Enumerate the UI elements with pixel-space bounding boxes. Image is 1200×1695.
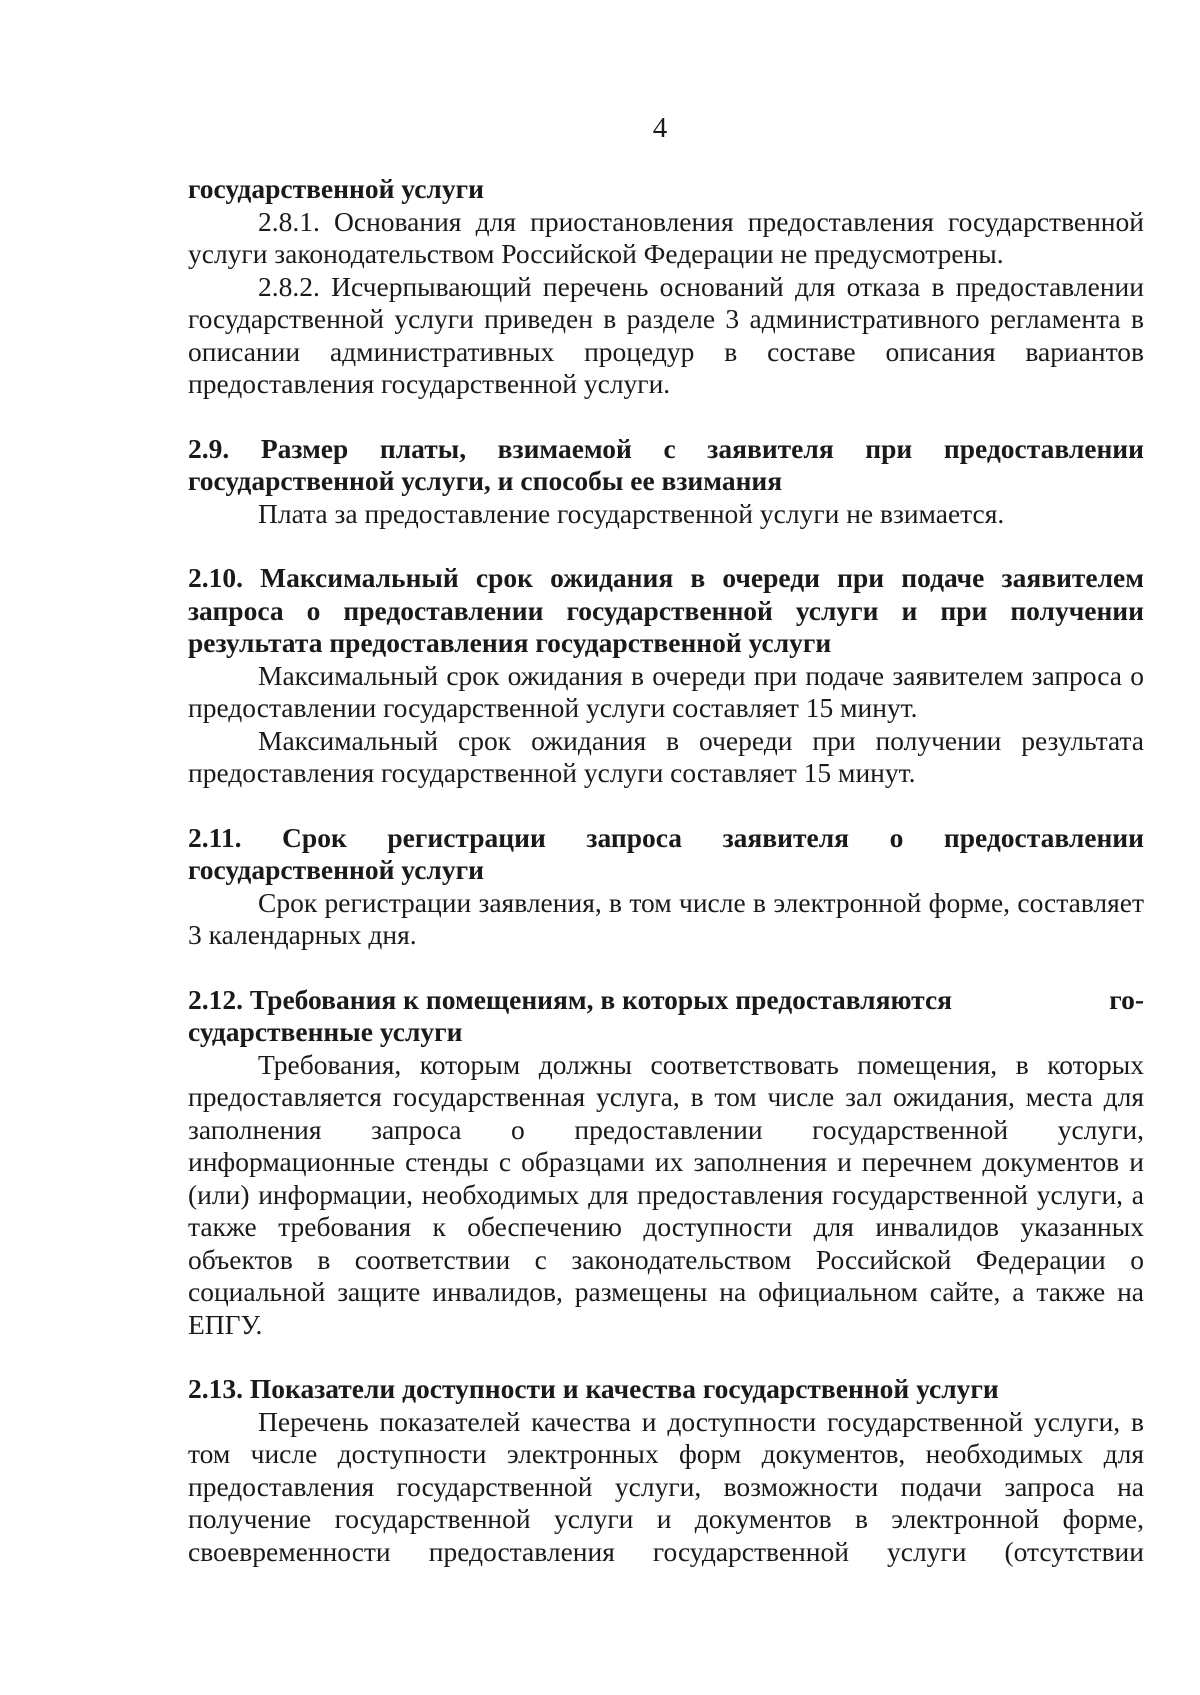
- paragraph-2-11: Срок регистрации заявления, в том числе в электронной форме, составляет 3 календарных дня.: [188, 886, 1144, 950]
- spacer: [188, 790, 1144, 822]
- spacer: [188, 1341, 1144, 1373]
- section-heading-2-13: 2.13. Показатели доступности и качества государственной услуги: [188, 1373, 999, 1404]
- spacer: [188, 530, 1144, 562]
- paragraph-2-10-1: Максимальный срок ожидания в очереди при подаче заявителем запроса о предоставлении государственной услуги составляет 15 минут.: [188, 659, 1144, 723]
- paragraph-2-10-2: Максимальный срок ожидания в очереди при получении результата предоставления государственной услуги составляет 15 минут.: [188, 724, 1144, 788]
- section-heading-2-9: 2.9. Размер платы, взимаемой с заявителя при предоставлении государственной услуги, и способы ее взимания: [188, 432, 1144, 496]
- spacer: [188, 401, 1144, 433]
- section-heading-2-12: [188, 984, 1144, 1017]
- section-heading-2-12-right: го-: [1109, 983, 1144, 1015]
- paragraph-2-9: Плата за предоставление государственной услуги не взимается.: [258, 497, 1005, 529]
- spacer: [188, 952, 1144, 984]
- page-number: 4: [652, 112, 668, 144]
- paragraph-2-8-2: 2.8.2. Исчерпывающий перечень оснований для отказа в предоставлении государственной услуги приведен в разделе 3 административного регламента в описании административных процедур в составе описания вариантов предоставления государственной услуги.: [188, 270, 1144, 399]
- paragraph-2-8-1: 2.8.1. Основания для приостановления предоставления государственной услуги законодательством Российской Федерации не предусмотрены.: [188, 205, 1144, 269]
- paragraph-2-12: Требования, которым должны соответствовать помещения, в которых предоставляется государственная услуга, в том числе зал ожидания, места для заполнения запроса о предоставлении государственной услуги, информационные стенды с образцами их заполнения и перечнем документов и (или) информации, необходимых для предоставления государственной услуги, а также требования к обеспечению доступности для инвалидов указанных объектов в соответствии с законодательством Российской Федерации о социальной защите инвалидов, размещены на официальном сайте, а также на ЕПГУ.: [188, 1048, 1144, 1340]
- section-heading-2-11: 2.11. Срок регистрации запроса заявителя о предоставлении государственной услуги: [188, 821, 1144, 885]
- section-heading-2-10: 2.10. Максимальный срок ожидания в очереди при подаче заявителем запроса о предоставлении государственной услуги и при получении результата предоставления государственной услуги: [188, 562, 1144, 658]
- document-body: [188, 173, 1144, 1568]
- section-heading-2-12-line2: сударственные услуги: [188, 1016, 463, 1047]
- section-heading-2-12-left: 2.12. Требования к помещениям, в которых предоставляются: [188, 983, 953, 1015]
- paragraph-2-13: Перечень показателей качества и доступности государственной услуги, в том числе доступности электронных форм документов, необходимых для предоставления государственной услуги, возможности подачи запроса на получение государственной услуги и документов в электронной форме, своевременности предоставления государственной услуги (отсутствии: [188, 1405, 1144, 1567]
- continued-section-heading: государственной услуги: [188, 173, 484, 204]
